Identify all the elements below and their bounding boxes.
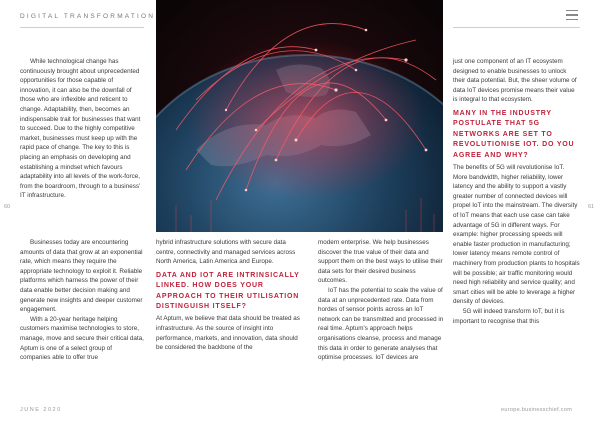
article-column-4 — [453, 57, 580, 326]
article-column-2 — [156, 238, 304, 353]
footer-website-link[interactable]: europe.businesschief.com — [501, 407, 573, 413]
globe-network-image — [156, 0, 443, 232]
paragraph: hybrid infrastructure solutions with secure data centre, connectivity and managed services across North America, Latin America and Europe. — [156, 239, 296, 266]
article-column-3 — [318, 238, 444, 363]
paragraph: just one component of an IT ecosystem designed to enable businesses to unlock their data potential. But, the sheer volume of data IoT devices promise means their value is integral to that ecosystem. — [453, 58, 577, 104]
article-column-1-bottom — [20, 238, 144, 363]
section-title: DIGITAL TRANSFORMATION — [20, 13, 156, 20]
paragraph: At Aptum, we believe that data should be treated as infrastructure. As the source of insight into performance, markets, and innovation, data should be considered the backbone of the — [156, 315, 300, 352]
globe-illustration — [156, 0, 443, 232]
page-number-left: 60 — [4, 204, 11, 210]
subheading: MANY IN THE INDUSTRY POSTULATE THAT 5G NETWORKS ARE SET TO REVOLUTIONISE IOT. DO YOU AGREE AND WHY? — [453, 109, 575, 159]
paragraph: 5G will indeed transform IoT, but it is important to recognise that this — [453, 307, 565, 325]
header-divider-left — [20, 27, 144, 28]
header-divider-right — [453, 27, 580, 28]
paragraph: Businesses today are encountering amounts of data that grow at an exponential rate, which means they require the appropriate technology to exploit it. Reliable platforms which harness the power of their data enable better decision making and generate new insights and deeper customer engagement. — [20, 239, 143, 314]
subheading: DATA AND IOT ARE INTRINSICALLY LINKED. HOW DOES YOUR APPROACH TO THEIR UTILISATION DISTINGUISH ITSELF? — [156, 271, 300, 310]
footer-issue-date: JUNE 2020 — [20, 407, 62, 413]
page-number-right: 61 — [588, 204, 595, 210]
article-column-1-top — [20, 57, 144, 201]
paragraph: While technological change has continuously brought about unprecedented opportunities for those capable of innovation, it can also be the downfall of those who are inflexible and reticent to change. Adaptability, then, becomes an indispensable trait for businesses that want to succeed. Due to the highly competitive market, businesses must keep up with the rapid pace of change. The key to this is placing an emphasis on developing and establishing a mindset which favours adaptability into all levels of the work-force, from the boardroom, through to a business' IT infrastructure. — [20, 58, 141, 200]
paragraph: With a 20-year heritage helping customers maximise technologies to store, manage, move and secure their critical data, Aptum is one of a select group of companies able to offer true — [20, 315, 144, 362]
paragraph: modern enterprise. We help businesses discover the true value of their data and support them on the best ways to utilise their data sets for their desired business outcomes. — [318, 239, 443, 285]
menu-icon[interactable] — [566, 10, 578, 20]
paragraph: IoT has the potential to scale the value of data at an unprecedented rate. Data from hordes of sensor points across an IoT network can be transmitted and processed in real time. Aptum's approach helps organisations cleanse, process and manage this data in order to generate analyses that optimise processes. IoT devices are — [318, 286, 444, 362]
paragraph: The benefits of 5G will revolutionise IoT. More bandwidth, higher reliability, lower latency and the ability to support a vastly greater number of connected devices will propel IoT into the mainstream. The diversity of IoT means that each use case can take advantage of 5G in different ways. For example: higher processing speeds will enable faster production in manufacturing; lower latency means remote control of machinery from production plants to hospitals will be possible; air traffic monitoring would need high reliability and service quality; and smart cities will be able to leverage a higher density of devices. — [453, 164, 580, 306]
